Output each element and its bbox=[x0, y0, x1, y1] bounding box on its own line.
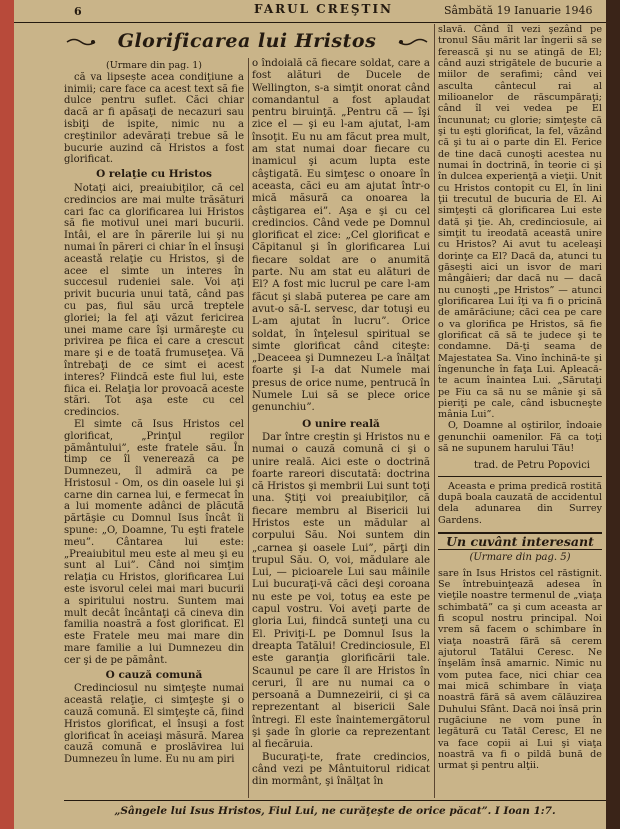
column-1 bbox=[64, 60, 244, 766]
section-heading: O cauză comună bbox=[105, 668, 203, 681]
article-title: Glorificarea lui Hristos bbox=[117, 30, 377, 52]
paragraph: Dar între creştin şi Hristos nu e numai o cauză comună ci şi o unire reală. Aici este o doctrină foarte rareori discutată: doctrina că Hristos şi membrii Lui sunt toţi una. Ştiţi voi preaiubiţilor, că fiecare membru al Bisericii lui Hristos este un mădular al corpului Său. Noi suntem din „carnea şi oasele Lui”, părţi din trupul Său. O, voi, mădulare ale Lui, — picioarele Lui sau mâinile Lui bucuraţi-vă căci deşi coroana nu este pe voi, totuş ea este pe capul vostru. Voi aveţi parte de gloria Lui, fiindcă sunteţi una cu El. Priviţi-L pe Domnul Isus la dreapta Tatălui! Credinciosule, El este garanţia glorificării tale. Scaunul pe care îl are Hristos în ceruri, îl are nu numai ca o persoană a Dumnezeirii, ci şi ca reprezentant al bisericii Sale întregi. El este înaintemergătorul şi şade în glorie ca reprezentant al fiecăruia. bbox=[252, 431, 430, 751]
box-title: Un cuvânt interesant bbox=[438, 532, 602, 550]
article-title-block bbox=[64, 28, 430, 56]
right-ornament-icon bbox=[398, 37, 428, 47]
column-divider bbox=[434, 24, 435, 798]
footer-verse: „Sângele lui Isus Hristos, Fiul Lui, ne curăţeşte de orice păcat”. I Ioan 1:7. bbox=[64, 800, 606, 827]
divider bbox=[438, 476, 602, 477]
translator-credit: trad. de Petru Popovici bbox=[473, 460, 590, 472]
section-heading: O relaţie cu Hristos bbox=[96, 168, 212, 181]
editor-note: Aceasta e prima predică rostită după boala cauzată de accidentul dela adunarea din Surrey Gardens. bbox=[438, 480, 602, 526]
box-paragraph: sare în Isus Hristos cel răstignit. Se întrebuinţează adesea în vieţile noastre termenul de „viaţa schimbată” ca şi cum aceasta ar fi scopul nostru principal. Noi vrem să facem o schimbare în viaţa noastră fără să cerem ajutorul Tatălui Ceresc. Ne înşelăm însă amarnic. Nimic nu vom putea face, nici chiar cea mai mică schimbare în viaţa noastră fără să avem călăuzirea Duhului Sfânt. Dacă noi însă prin rugăciune ne vom pune în legătură cu Tatăl Ceresc, El ne va face copii ai Lui şi viaţa noastră va fi o pildă bună de urmat şi pentru alţii. bbox=[438, 567, 602, 772]
paragraph: O, Doamne al oştirilor, îndoaie genunchii oamenilor. Fă ca toţi să ne supunem harului Tău! bbox=[438, 420, 602, 455]
paragraph: slavă. Când îl vezi şezând pe tronul Său mărit lar îngerii să se ferească şi nu se atingă de El; când auzi strigătele de bucurie a miilor de serafimi; când vei asculta cântecul rai al milioanelor de răscumpăraţi; când îl vei vedea pe El încununat; cu glorie; simţeşte că şi tu eşti glorificat, la fel, văzând că şi tu ai o parte din El. Ferice de tine dacă cunoşti acestea nu numai în doctrină, în teorie ci şi în dulcea experienţă a vieţii. Unit cu Hristos contopit cu El, în lini ţii trecutul de bucuria de El. Ai simţeşti că glorificarea Lui este dată şi ţie. Ah, credinciosule, ai simţit tu ireodată această unire cu Hristos? Ai avut tu aceleaşi dorinţe ca El? Dacă da, atunci tu găseşti aici un isvor de mari mângâieri; dar dacă nu — dacă nu cunoşti „pe Hristos” — atunci glorificarea Lui îţi va fi o pricină de amărăciune; căci cea pe care o va glorifica pe Hristos, să fie glorificat că să te judece şi te condamne. Dă-ţi seama de Majestatea Sa. Vino închină-te şi îngenunche în faţa Lui. Apleacă-te acum înaintea Lui. „Sărutaţi pe Fiu ca să nu se mânie şi să pieriţi pe cale, când isbucneşte mânia Lui”. bbox=[438, 24, 602, 421]
column-divider bbox=[248, 58, 249, 798]
page-number: 6 bbox=[74, 5, 82, 18]
page-header bbox=[14, 0, 606, 23]
section-heading: O unire reală bbox=[302, 417, 380, 430]
paragraph: o îndoială că fiecare soldat, care a fost alături de Ducele de Wellington, s-a simţit onorat când comandantul a fost aplaudat pentru biruinţă. „Pentru că — îşi zice el — şi eu l-am ajutat, l-am însoţit. Eu nu am făcut prea mult, am stat numai doar fiecare cu inamicul şi acum lupta este câştigată. Eu simţesc o onoare în aceasta, căci eu am ajutat într-o mică măsură ca onoarea la câştigarea ei”. Aşa e şi cu cel credincios. Când vede pe Domnul glorificat el zice: „Cel glorificat e Căpitanul şi în glorificarea Lui fiecare soldat are o anumită parte. Nu am stat eu alături de El? A fost mic lucrul pe care l-am făcut şi slabă puterea pe care am avut-o să-L servesc, dar totuşi eu L-am ajutat în lucru”. Orice soldat, în înţelesul spiritual se simte glorificat când citeşte: „Deaceea şi Dumnezeu L-a înălţat foarte şi I-a dat Numele mai presus de orice nume, pentrucă în Numele Lui să se plece orice genunchiu”. bbox=[252, 58, 430, 414]
paragraph: Notaţi aici, preaiubiţilor, că cel credincios are mai multe trăsături cari fac ca glorificarea lui Hristos să fie motivul unei mari bucurii. Intâi, el are în părerile lui şi nu numai în păreri ci chiar în el însuşi aceastǎ relaţie cu Hristos, şi de acee el simte un interes în succesul rudeniei sale. Voi aţi privit bucuria unui tată, când pas cu pas, fiul său urcă treptele gloriei; la fel aţi văzut fericirea unei mame care îşi urmăreşte cu privirea pe fiica ei care a crescut mare şi e de toată frumuseţea. Vă întrebaţi de ce simt ei acest interes? Fiindcă este fiul lui, este fiica ei. Relaţia lor provoacă aceste stări. Tot aşa este cu cel credincios. bbox=[64, 182, 244, 419]
left-ornament-icon bbox=[66, 37, 96, 47]
column-3 bbox=[438, 24, 602, 772]
column-2 bbox=[252, 58, 430, 789]
continuation-note: (Urmare din pag. 1) bbox=[106, 60, 202, 71]
book-spine bbox=[0, 0, 14, 829]
paragraph: Credinciosul nu simţeşte numai această relaţie, ci simţeşte şi o cauză comună. El simţeşte că, fiind Hristos glorificat, el însuşi a fost glorificat în aceiaşi măsură. Marea cauză comună e proslăvirea lui Dumnezeu în lume. Eu nu am piri bbox=[64, 683, 244, 766]
paragraph: Bucuraţi-te, frate credincios, când vezi pe Mântuitorul ridicat din mormânt, şi înălţat în bbox=[252, 751, 430, 788]
newspaper-page bbox=[14, 0, 606, 829]
issue-date: Sâmbătă 19 Ianuarie 1946 bbox=[444, 4, 593, 17]
newspaper-title: FARUL CREŞTIN bbox=[254, 2, 394, 16]
paragraph: El simte că Isus Hristos cel glorificat, „Prinţul regilor pământului”, este fratele său. În timp ce îl venerează ca pe Dumnezeu, îl admiră ca pe Hristosul - Om, os din oasele lui şi carne din carnea lui, e fermecat în a lui momente adânci de plăcută părtăşie cu Domnul Isus încât îi spune: „O, Doamne, Tu eşti fratele meu”. Cântarea lui este: „Preaiubitul meu este al meu şi eu sunt al Lui”. Când noi simţim relaţia cu Hristos, glorificarea Lui este isvorul celei mai mari bucurii a spiritului nostru. Suntem mai mult decât încântaţi că cineva din familia noastră a fost glorificat. El este Fratele meu mai mare din mare familie a lui Dumnezeu din cer şi de pe pământ. bbox=[64, 418, 244, 666]
box-continuation-note: (Urmare din pag. 5) bbox=[469, 552, 571, 564]
paragraph: că va lipsește acea condiţiune a inimii; care face ca acest text să fie dulce pentru suflet. Căci chiar dacă ar fi apăsaţi de necazuri sau isbiţi de ispite, nimic nu a creştinilor adevărați trebue să le bucurie auzind că Hristos a fost glorificat. bbox=[64, 71, 244, 166]
